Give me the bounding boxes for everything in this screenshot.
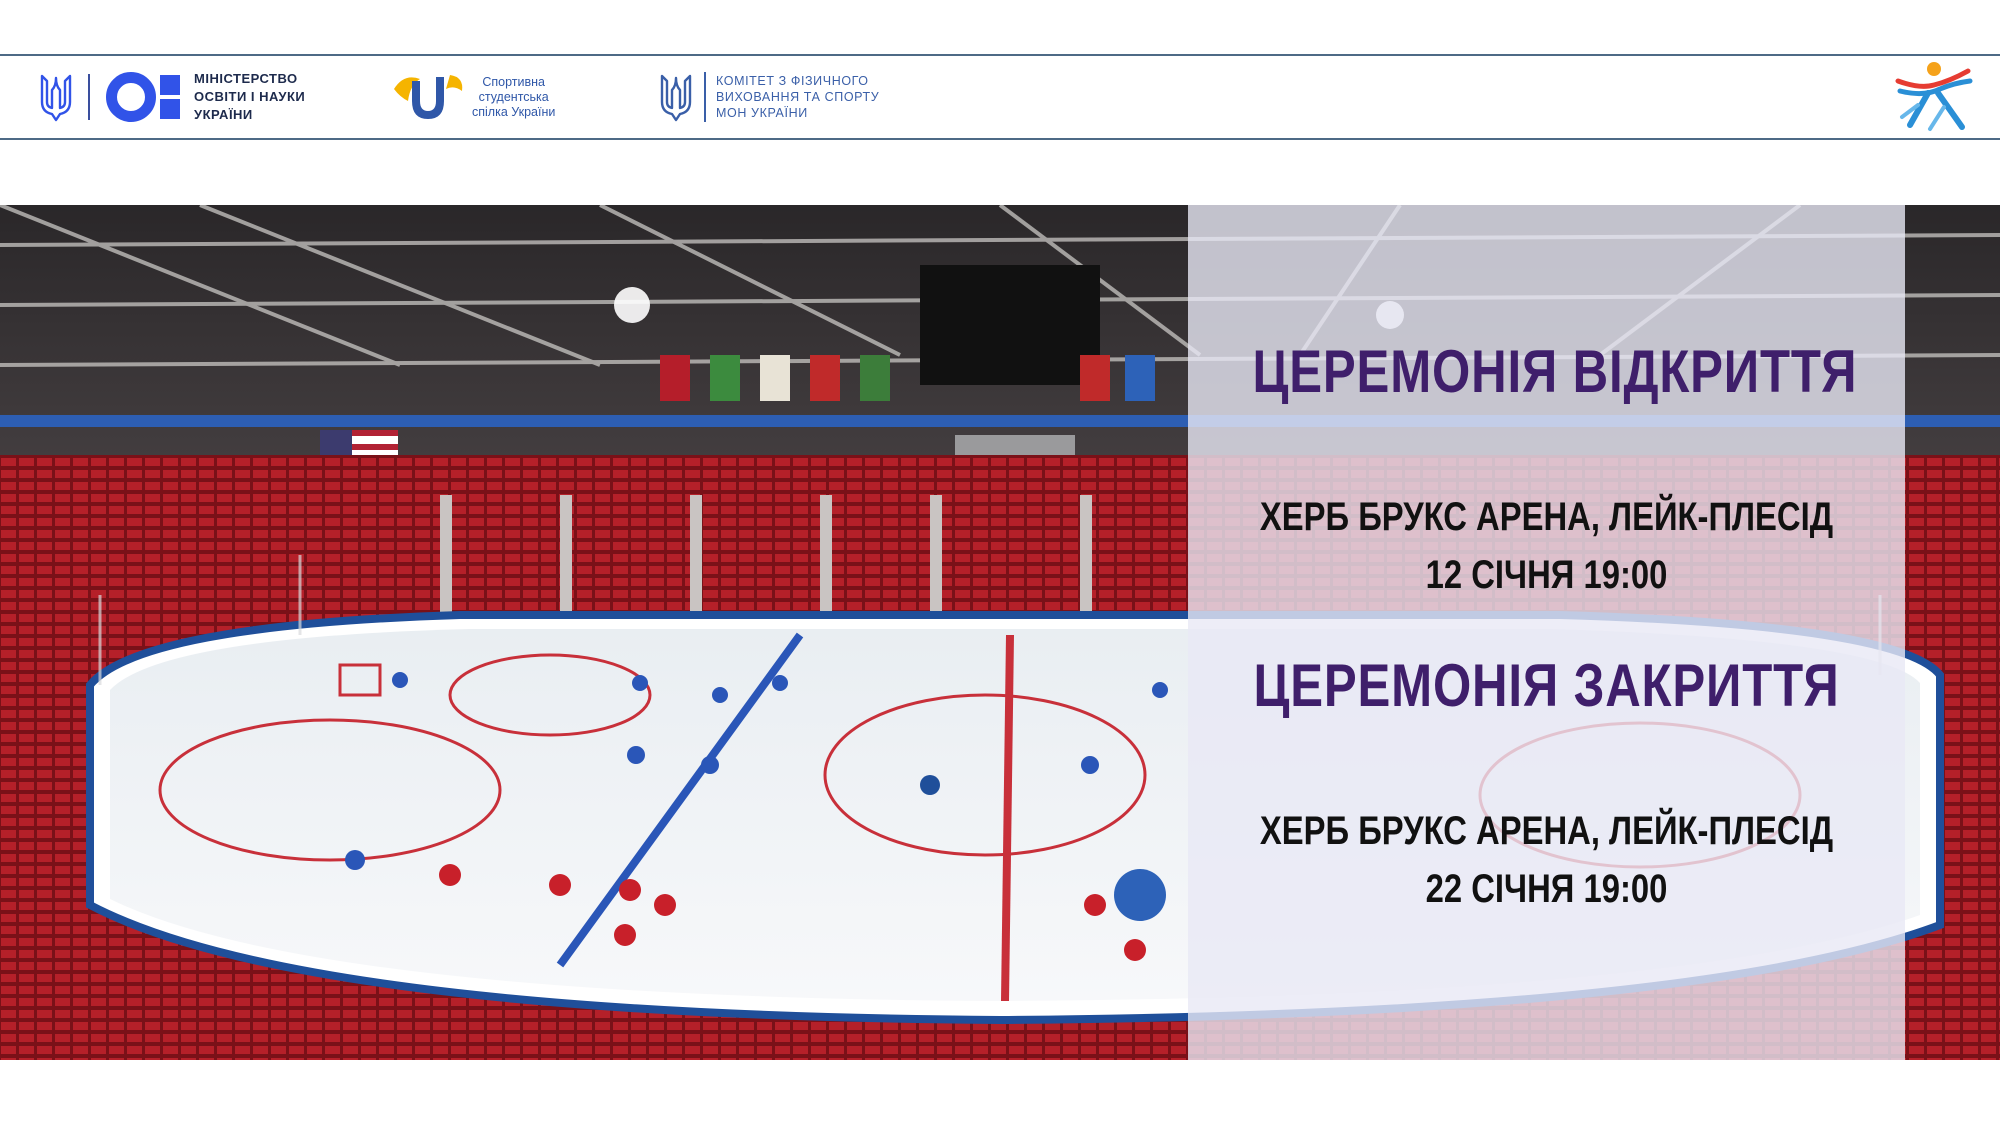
ssu-name-line-1: Спортивна: [482, 74, 545, 89]
ssu-name-line-3: спілка України: [472, 104, 556, 119]
ministry-name-line-3: УКРАЇНИ: [194, 107, 253, 122]
trident-icon: [658, 72, 694, 122]
opening-ceremony-datetime: 12 СІЧНЯ 19:00: [1425, 553, 1668, 597]
closing-ceremony-venue: ХЕРБ БРУКС АРЕНА, ЛЕЙК-ПЛЕСІД: [1259, 809, 1834, 853]
ceremony-info-panel: [1188, 205, 1905, 1060]
logo-divider: [88, 74, 90, 120]
mon-ring-mark: [106, 72, 156, 122]
logo-divider: [704, 72, 706, 122]
opening-ceremony-title: ЦЕРЕМОНІЯ ВІДКРИТТЯ: [1252, 338, 1858, 405]
committee-name: [716, 73, 879, 121]
ministry-logo: [38, 56, 305, 138]
opening-ceremony-venue: ХЕРБ БРУКС АРЕНА, ЛЕЙК-ПЛЕСІД: [1259, 495, 1834, 539]
ministry-name-line-2: ОСВІТИ І НАУКИ: [194, 89, 306, 104]
sports-committee-logo: [658, 56, 879, 138]
mon-squares-mark: [160, 75, 180, 119]
committee-name-line-2: ВИХОВАННЯ ТА СПОРТУ: [716, 90, 880, 104]
ssu-name: [472, 75, 555, 120]
closing-ceremony-datetime: 22 СІЧНЯ 19:00: [1425, 867, 1668, 911]
partner-logos-header: [0, 54, 2000, 140]
ssu-name-line-2: студентська: [478, 89, 549, 104]
trident-icon: [38, 72, 74, 122]
u-letter-logo: [390, 67, 466, 127]
ministry-name-line-1: МІНІСТЕРСТВО: [194, 71, 298, 86]
ministry-name: [194, 70, 305, 124]
universiade-logo: [1890, 56, 1974, 138]
committee-name-line-1: КОМІТЕТ З ФІЗИЧНОГО: [716, 74, 869, 88]
student-sports-union-logo: [390, 56, 555, 138]
closing-ceremony-title: ЦЕРЕМОНІЯ ЗАКРИТТЯ: [1253, 652, 1840, 719]
committee-name-line-3: МОН УКРАЇНИ: [716, 106, 808, 120]
universiade-logo-icon: [1890, 59, 1974, 135]
